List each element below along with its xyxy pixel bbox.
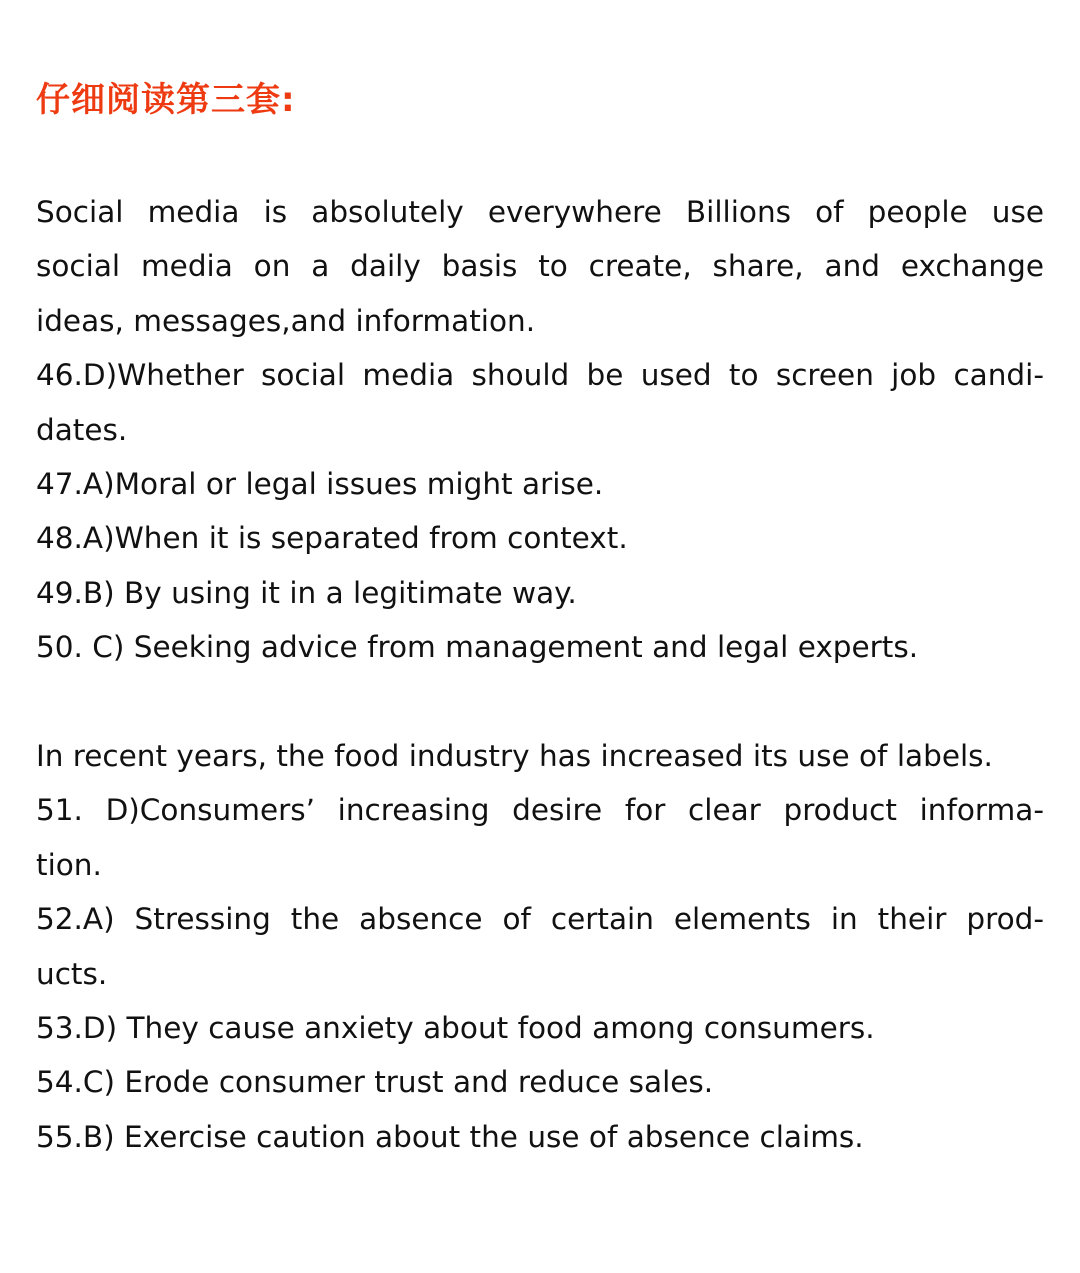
answer-line-53: 53.D) They cause anxiety about food among consumers. [36, 1011, 875, 1046]
answer-line-48: 48.A)When it is separated from context. [36, 521, 628, 556]
passage-intro-line: In recent years, the food industry has increased its use of labels. [36, 739, 993, 773]
answer-line-46: 46.D)Whether social media should be used to screen job candi- [36, 358, 1044, 393]
passage-intro-line: ideas, messages,and information. [36, 303, 536, 338]
answer-line-49: 49.B) By using it in a legitimate way. [36, 575, 577, 610]
answer-line-47: 47.A)Moral or legal issues might arise. [36, 467, 604, 502]
answer-line-52: 52.A) Stressing the absence of certain elements in their prod- [36, 902, 1044, 937]
answer-line-55: 55.B) Exercise caution about the use of absence claims. [36, 1119, 864, 1154]
answer-line-51-cont: tion. [36, 847, 102, 882]
passage-food-labels [36, 729, 1044, 1164]
answer-line-50: 50. C) Seeking advice from management and legal experts. [36, 630, 919, 665]
passage-social-media [36, 185, 1044, 675]
answer-line-54: 54.C) Erode consumer trust and reduce sales. [36, 1065, 714, 1100]
passage-intro-line: social media on a daily basis to create, share, and exchange [36, 249, 1044, 284]
answer-line-52-cont: ucts. [36, 956, 108, 991]
page-title: 仔细阅读第三套: [36, 80, 296, 120]
answer-line-51: 51. D)Consumers’ increasing desire for clear product informa- [36, 793, 1044, 828]
passage-intro-line: Social media is absolutely everywhere Billions of people use [36, 195, 1044, 229]
answer-line-46-cont: dates. [36, 412, 128, 447]
